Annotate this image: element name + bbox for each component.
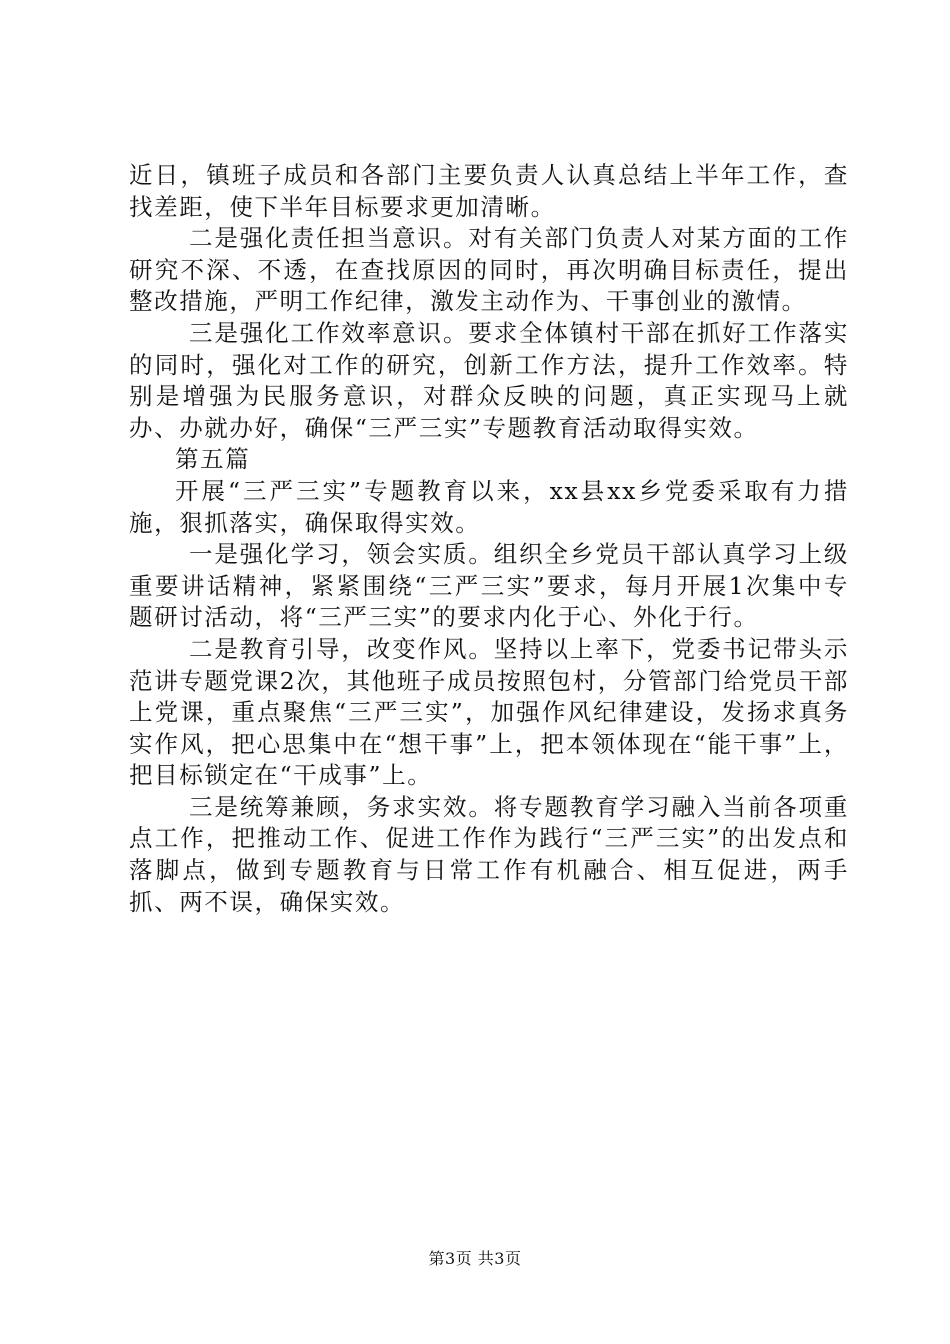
paragraph-part-five-intro: 开展“三严三实”专题教育以来，xx县xx乡党委采取有力措施，狠抓落实，确保取得实效。 xyxy=(129,476,849,537)
section-heading-part-five: 第五篇 xyxy=(175,445,251,474)
paragraph-coordination: 三是统筹兼顾，务求实效。将专题教育学习融入当前各项重点工作，把推动工作、促进工作作为践行“三严三实”的出发点和落脚点，做到专题教育与日常工作有机融合、相互促进，两手抓、两不误，确保实效。 xyxy=(129,792,849,916)
document-body xyxy=(129,160,849,918)
paragraph-responsibility: 二是强化责任担当意识。对有关部门负责人对某方面的工作研究不深、不透，在查找原因的同时，再次明确目标责任，提出整改措施，严明工作纪律，激发主动作为、干事创业的激情。 xyxy=(129,224,849,316)
paragraph-summary-continuation: 近日，镇班子成员和各部门主要负责人认真总结上半年工作，查找差距，使下半年目标要求更加清晰。 xyxy=(129,161,849,221)
page-footer: 第3页 共3页 xyxy=(428,1249,522,1268)
paragraph-guidance: 二是教育引导，改变作风。坚持以上率下，党委书记带头示范讲专题党课2次，其他班子成员按照包村，分管部门给党员干部上党课，重点聚焦“三严三实”，加强作风纪律建设，发扬求真务实作风，把心思集中在“想干事”上，把本领体现在“能干事”上，把目标锁定在“干成事”上。 xyxy=(129,634,849,790)
paragraph-study: 一是强化学习，领会实质。组织全乡党员干部认真学习上级重要讲话精神，紧紧围绕“三严三实”要求，每月开展1次集中专题研讨活动，将“三严三实”的要求内化于心、外化于行。 xyxy=(129,540,849,632)
paragraph-efficiency: 三是强化工作效率意识。要求全体镇村干部在抓好工作落实的同时，强化对工作的研究，创新工作方法，提升工作效率。特别是增强为民服务意识，对群众反映的问题，真正实现马上就办、办就办好，确保“三严三实”专题教育活动取得实效。 xyxy=(129,318,849,442)
